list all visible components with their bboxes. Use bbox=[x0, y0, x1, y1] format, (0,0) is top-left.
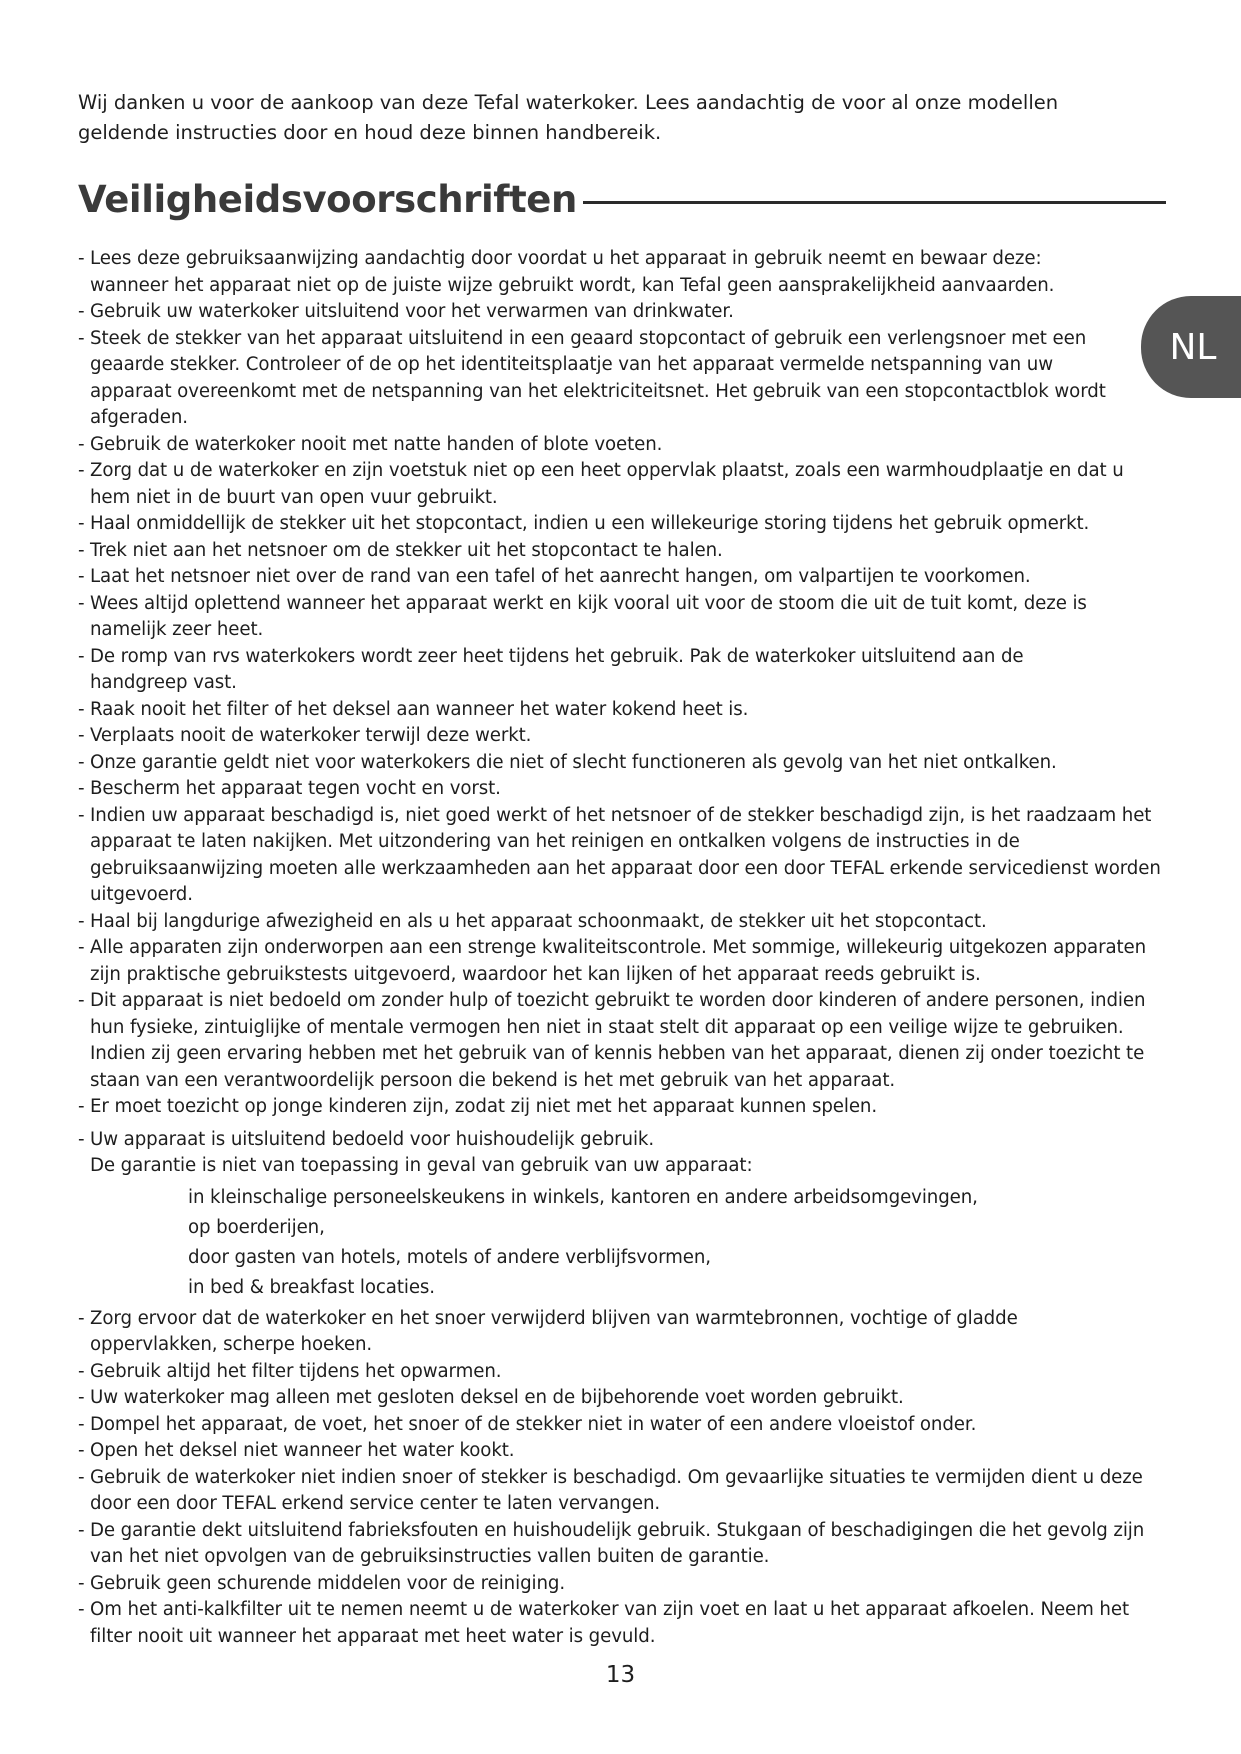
bullet-item: op boerderijen, bbox=[188, 1216, 325, 1238]
list-item: - Zorg ervoor dat de waterkoker en het snoer verwijderd blijven van warmtebronnen, vochtige of gladde oppervlakken, scherpe hoeken. bbox=[78, 1306, 1168, 1359]
list-item: - De romp van rvs waterkokers wordt zeer heet tijdens het gebruik. Pak de waterkoker uitsluitend aan de handgreep vast. bbox=[78, 644, 1168, 697]
intro-text: Wij danken u voor de aankoop van deze Tefal waterkoker. Lees aandachtig de voor al onze modellen geldende instructies door en houd deze binnen handbereik. bbox=[78, 91, 1059, 144]
list-item: - Om het anti-kalkfilter uit te nemen neemt u de waterkoker van zijn voet en laat u het apparaat afkoelen. Neem het filter nooit uit wanneer het apparaat met heet water is gevuld. bbox=[78, 1597, 1168, 1650]
exclusion-bullets bbox=[172, 1183, 1168, 1303]
household-use-item bbox=[78, 1127, 1168, 1303]
section-title: Veiligheidsvoorschriften bbox=[78, 178, 577, 221]
bullet-item: door gasten van hotels, motels of andere verblijfsvormen, bbox=[188, 1246, 711, 1268]
list-item: - Indien uw apparaat beschadigd is, niet goed werkt of het netsnoer of de stekker beschadigd zijn, is het raadzaam het apparaat te laten nakijken. Met uitzondering van het reinigen en ontkalken volgens de instructies in de gebruiksaanwijzing moeten alle werkzaamheden aan het apparaat door een door TEFAL erkende servicedienst worden uitgevoerd. bbox=[78, 803, 1168, 909]
list-item: - Dompel het apparaat, de voet, het snoer of de stekker niet in water of een andere vloeistof onder. bbox=[78, 1412, 1168, 1439]
list-item: - Gebruik de waterkoker niet indien snoer of stekker is beschadigd. Om gevaarlijke situaties te vermijden dient u deze door een door TEFAL erkend service center te laten vervangen. bbox=[78, 1465, 1168, 1518]
heading-rule bbox=[583, 201, 1166, 204]
safety-rules-list bbox=[78, 246, 1168, 1650]
list-item: - Uw waterkoker mag alleen met gesloten deksel en de bijbehorende voet worden gebruikt. bbox=[78, 1385, 1168, 1412]
list-item: - Raak nooit het filter of het deksel aan wanneer het water kokend heet is. bbox=[78, 697, 1168, 724]
list-item: - Gebruik uw waterkoker uitsluitend voor het verwarmen van drinkwater. bbox=[78, 299, 1168, 326]
list-item: - Gebruik de waterkoker nooit met natte handen of blote voeten. bbox=[78, 432, 1168, 459]
list-item: - Onze garantie geldt niet voor waterkokers die niet of slecht functioneren als gevolg van het niet ontkalken. bbox=[78, 750, 1168, 777]
list-item: - De garantie dekt uitsluitend fabrieksfouten en huishoudelijk gebruik. Stukgaan of beschadigingen die het gevolg zijn van het niet opvolgen van de gebruiksinstructies vallen buiten de garantie. bbox=[78, 1518, 1168, 1571]
household-line-2: De garantie is niet van toepassing in geval van gebruik van uw apparaat: bbox=[90, 1155, 753, 1176]
list-item: - Alle apparaten zijn onderworpen aan een strenge kwaliteitscontrole. Met sommige, willekeurig uitgekozen apparaten zijn praktische gebruikstests uitgevoerd, waardoor het kan lijken of het apparaat reeds gebruikt is. bbox=[78, 935, 1168, 988]
list-item: - Wees altijd oplettend wanneer het apparaat werkt en kijk vooral uit voor de stoom die uit de tuit komt, deze is namelijk zeer heet. bbox=[78, 591, 1168, 644]
list-item: - Verplaats nooit de waterkoker terwijl deze werkt. bbox=[78, 723, 1168, 750]
list-item: - Trek niet aan het netsnoer om de stekker uit het stopcontact te halen. bbox=[78, 538, 1168, 565]
list-item: - Gebruik geen schurende middelen voor de reiniging. bbox=[78, 1571, 1168, 1598]
household-line-1: - Uw apparaat is uitsluitend bedoeld voor huishoudelijk gebruik. bbox=[90, 1128, 655, 1150]
list-item: - Zorg dat u de waterkoker en zijn voetstuk niet op een heet oppervlak plaatst, zoals een warmhoudplaatje en dat u hem niet in de buurt van open vuur gebruikt. bbox=[78, 458, 1168, 511]
list-item: - Er moet toezicht op jonge kinderen zijn, zodat zij niet met het apparaat kunnen spelen. bbox=[78, 1094, 1168, 1121]
bullet-item: in kleinschalige personeelskeukens in winkels, kantoren en andere arbeidsomgevingen, bbox=[188, 1186, 978, 1208]
list-item: - Bescherm het apparaat tegen vocht en vorst. bbox=[78, 776, 1168, 803]
list-item: - Dit apparaat is niet bedoeld om zonder hulp of toezicht gebruikt te worden door kinderen of andere personen, indien hun fysieke, zintuiglijke of mentale vermogen hen niet in staat stelt dit apparaat op een veilige wijze te gebruiken. Indien zij geen ervaring hebben met het gebruik van of kennis hebben van het apparaat, dienen zij onder toezicht te staan van een verantwoordelijk persoon die bekend is het met gebruik van het apparaat. bbox=[78, 988, 1168, 1094]
list-item: - Open het deksel niet wanneer het water kookt. bbox=[78, 1438, 1168, 1465]
list-item: - Haal bij langdurige afwezigheid en als u het apparaat schoonmaakt, de stekker uit het stopcontact. bbox=[78, 909, 1168, 936]
page-number: 13 bbox=[605, 1662, 636, 1688]
list-item: - Gebruik altijd het filter tijdens het opwarmen. bbox=[78, 1359, 1168, 1386]
section-header bbox=[78, 178, 1166, 221]
bullet-item: in bed & breakfast locaties. bbox=[188, 1276, 435, 1298]
list-item: - Laat het netsnoer niet over de rand van een tafel of het aanrecht hangen, om valpartijen te voorkomen. bbox=[78, 564, 1168, 591]
list-item: - Steek de stekker van het apparaat uitsluitend in een geaard stopcontact of gebruik een verlengsnoer met een geaarde stekker. Controleer of de op het identiteitsplaatje van het apparaat vermelde netspanning van uw apparaat overeenkomt met de netspanning van het elektriciteitsnet. Het gebruik van een stopcontactblok wordt afgeraden. bbox=[78, 326, 1168, 432]
language-tab: NL bbox=[1141, 296, 1241, 398]
list-item: - Haal onmiddellijk de stekker uit het stopcontact, indien u een willekeurige storing tijdens het gebruik opmerkt. bbox=[78, 511, 1168, 538]
list-item: - Lees deze gebruiksaanwijzing aandachtig door voordat u het apparaat in gebruik neemt en bewaar deze: wanneer het apparaat niet op de juiste wijze gebruikt wordt, kan Tefal geen aansprakelijkheid aanvaarden. bbox=[78, 246, 1168, 299]
